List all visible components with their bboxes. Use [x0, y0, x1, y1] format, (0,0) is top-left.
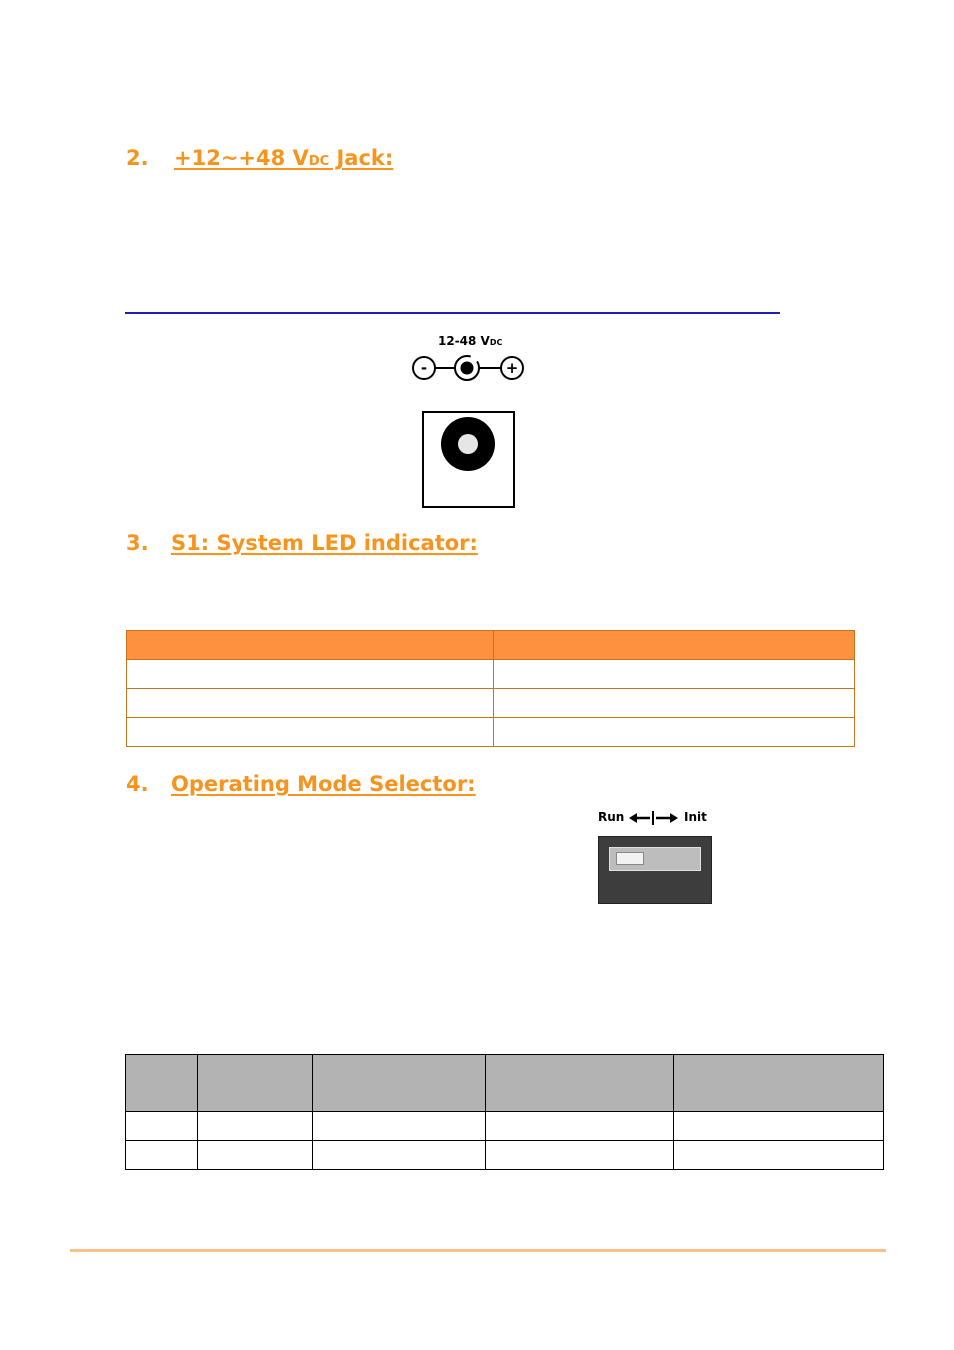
- power-polarity-symbol-icon: [408, 352, 530, 384]
- section-number: 4.: [126, 772, 149, 796]
- switch-init-label: Init: [684, 810, 707, 824]
- table-row: [127, 660, 855, 689]
- footer-rule: [70, 1249, 886, 1252]
- switch-track: [609, 847, 701, 871]
- table-row: [126, 1112, 884, 1141]
- table-header-row: [126, 1055, 884, 1112]
- mode-switch-arrows-icon: [596, 808, 718, 828]
- dc-jack-connector-icon: [421, 410, 517, 510]
- section-heading-power-jack: [126, 148, 393, 169]
- led-indicator-table: [126, 630, 855, 747]
- section-title: S1: System LED indicator:: [171, 531, 478, 555]
- section-heading-operating-mode: [126, 774, 476, 795]
- operating-mode-table: [125, 1054, 884, 1170]
- switch-run-label: Run: [598, 810, 625, 824]
- table-row: [126, 1141, 884, 1170]
- plus-sign: +: [505, 359, 519, 377]
- table-row: [127, 718, 855, 747]
- section-title: +12~+48 VDC Jack:: [174, 146, 394, 170]
- table-header-row: [127, 631, 855, 660]
- section-divider: [125, 312, 780, 314]
- minus-sign: -: [420, 359, 428, 377]
- power-jack-voltage-label: 12-48 VDC: [438, 334, 503, 348]
- section-heading-system-led: [126, 533, 478, 554]
- section-number: 3.: [126, 531, 149, 555]
- mode-selector-switch[interactable]: [598, 836, 712, 904]
- section-title: Operating Mode Selector:: [171, 772, 476, 796]
- table-row: [127, 689, 855, 718]
- switch-knob[interactable]: [616, 852, 644, 865]
- section-number: 2.: [126, 146, 149, 170]
